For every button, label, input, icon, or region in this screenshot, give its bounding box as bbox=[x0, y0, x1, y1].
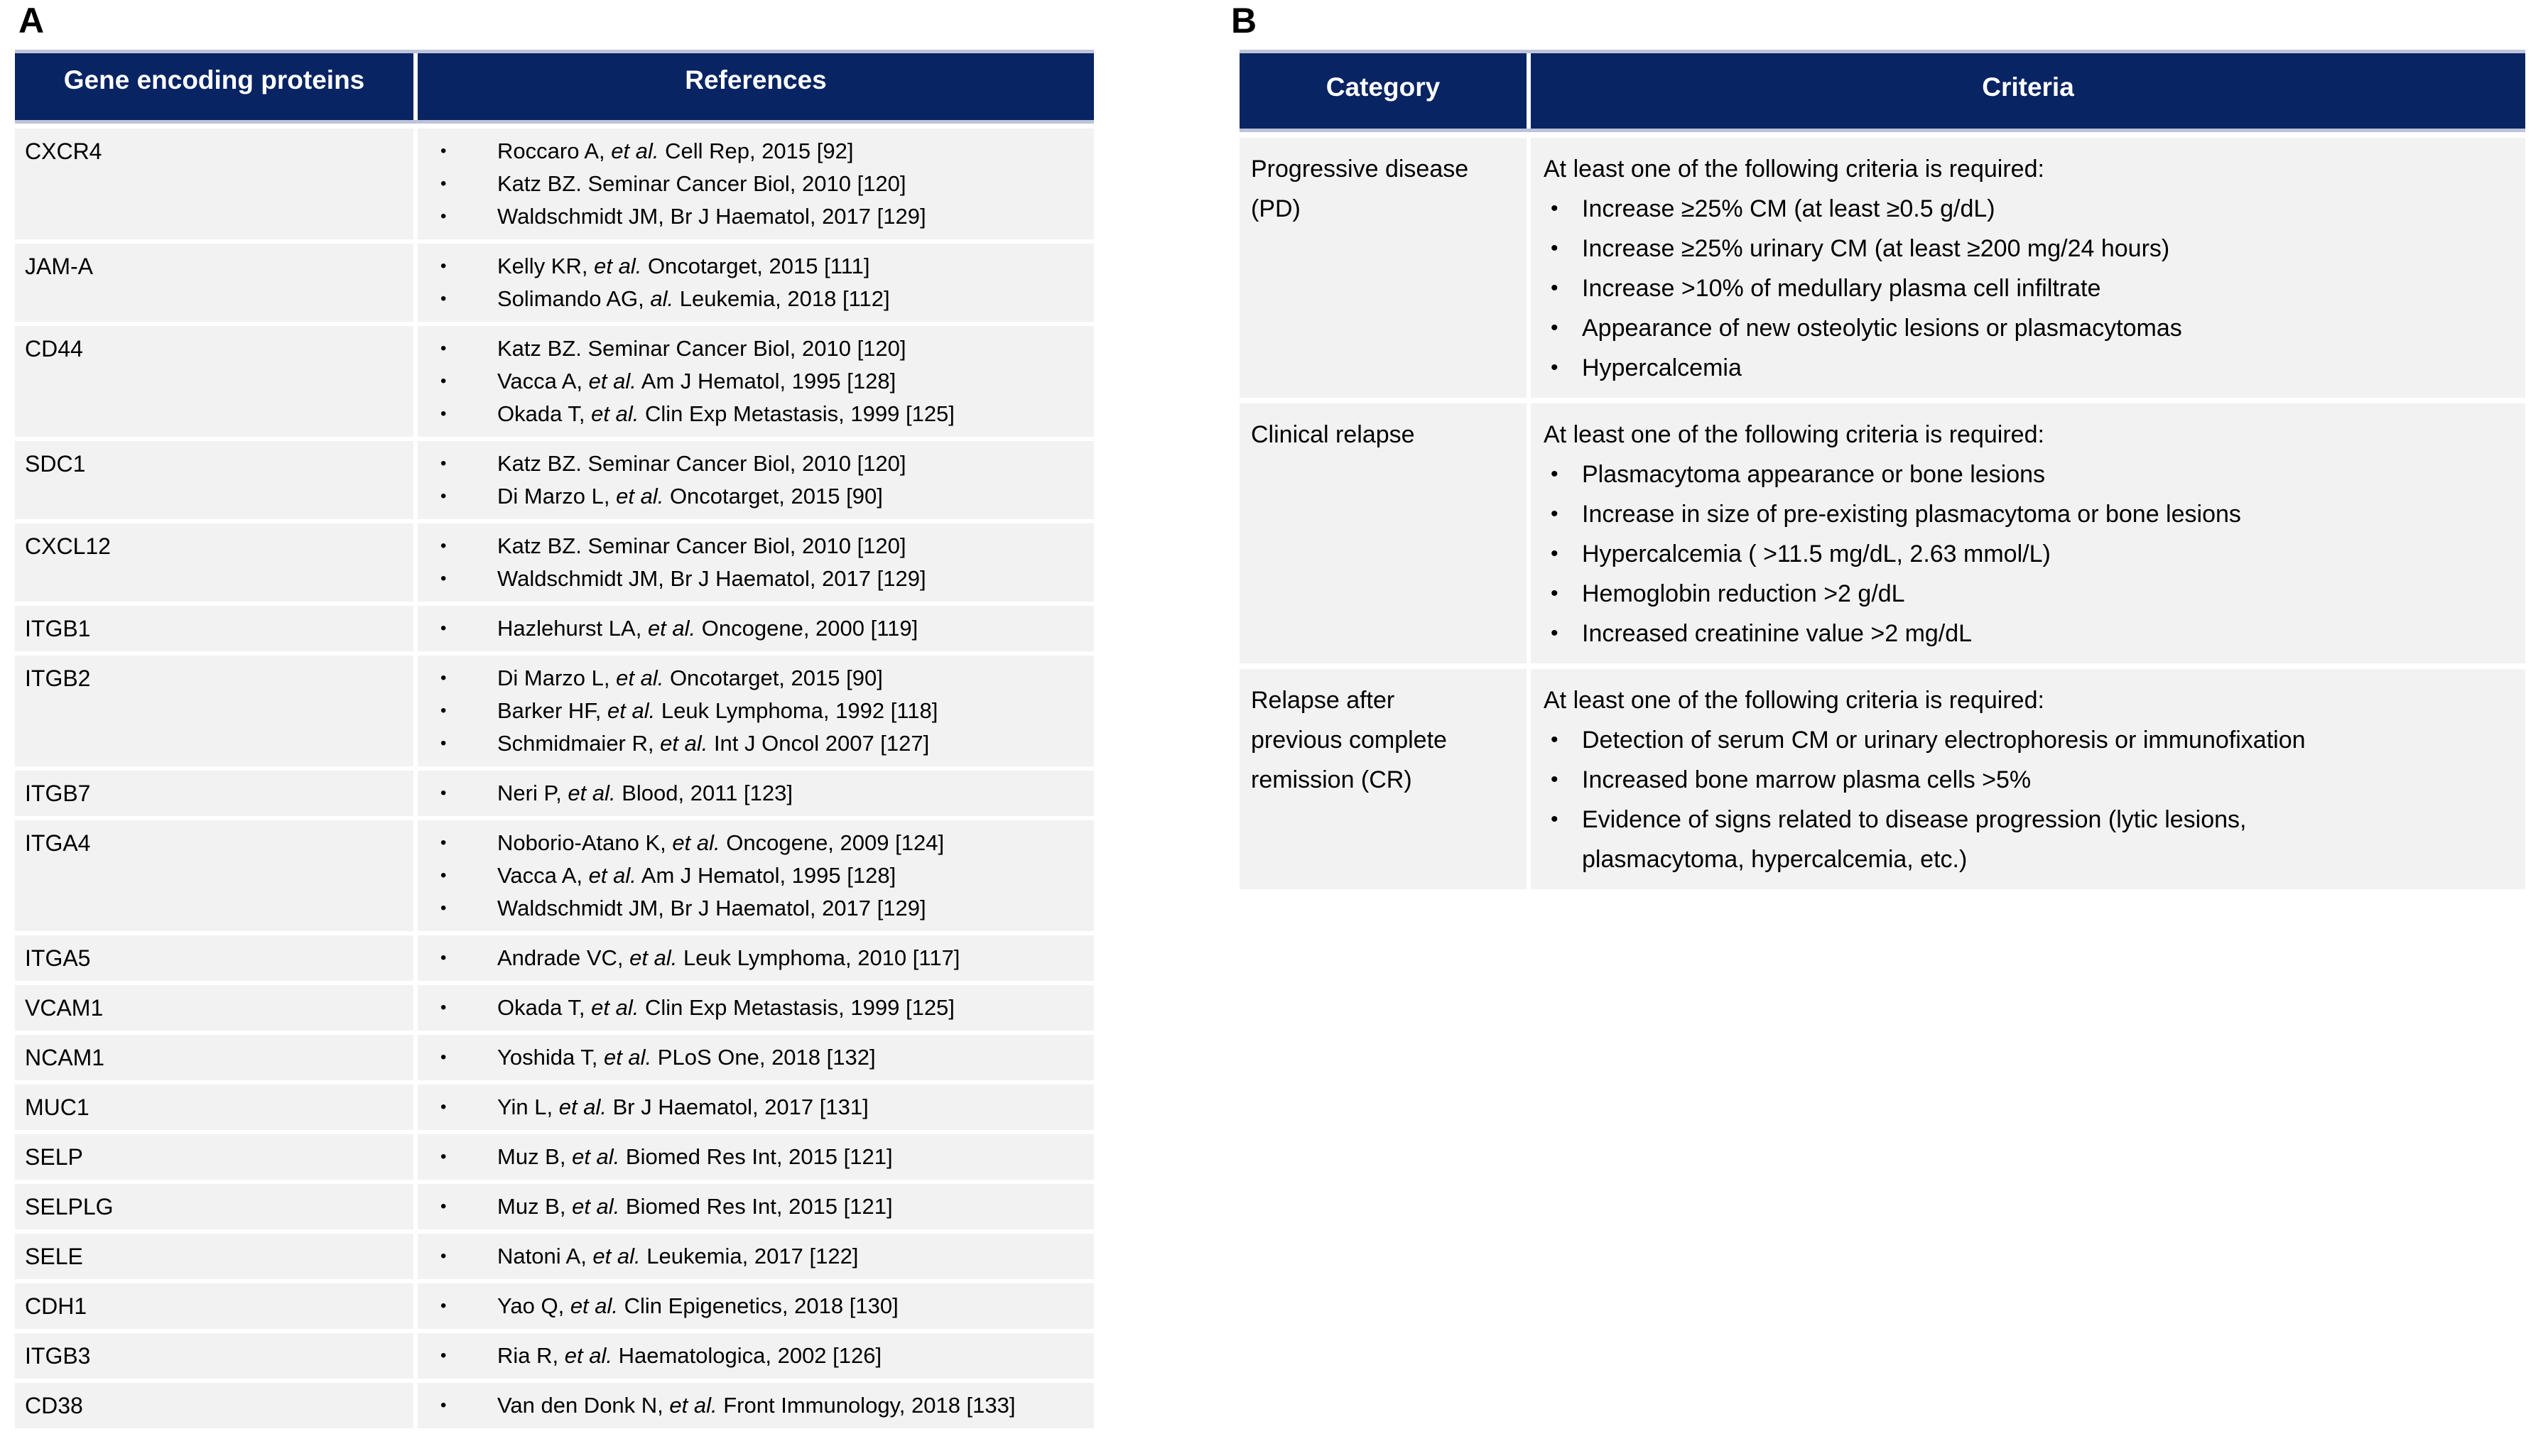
bullet-icon: • bbox=[440, 569, 447, 588]
et-al-italic: et al. bbox=[629, 945, 678, 970]
reference-text: Okada T, et al. Clin Exp Metastasis, 1999 [125] bbox=[497, 995, 955, 1020]
et-al-italic: et al. bbox=[616, 665, 664, 690]
et-al-italic: et al. bbox=[558, 1094, 607, 1119]
criteria-text: Increase ≥25% urinary CM (at least ≥200 mg/24 hours) bbox=[1582, 235, 2170, 262]
reference-text: Waldschmidt JM, Br J Haematol, 2017 [129] bbox=[497, 896, 926, 920]
et-al-italic: et al. bbox=[607, 698, 656, 723]
reference-item bbox=[418, 827, 1088, 859]
bullet-icon: • bbox=[440, 536, 447, 555]
reference-item bbox=[418, 168, 1088, 200]
bullet-icon: • bbox=[440, 371, 447, 391]
criteria-text: Increase in size of pre-existing plasmacytoma or bone lesions bbox=[1582, 501, 2241, 528]
reference-item bbox=[418, 250, 1088, 283]
reference-item bbox=[418, 332, 1088, 365]
reference-text: Katz BZ. Seminar Cancer Biol, 2010 [120] bbox=[497, 451, 906, 476]
reference-item bbox=[418, 480, 1088, 513]
references-cell bbox=[418, 985, 1094, 1031]
bullet-icon: • bbox=[440, 454, 447, 473]
gene-cell: ITGA5 bbox=[15, 935, 413, 981]
et-al-italic: et al. bbox=[568, 781, 616, 805]
references-cell bbox=[418, 606, 1094, 651]
reference-item bbox=[418, 1389, 1088, 1422]
bullet-icon: • bbox=[440, 207, 447, 226]
references-cell bbox=[418, 523, 1094, 602]
reference-text: Vacca A, et al. Am J Hematol, 1995 [128] bbox=[497, 369, 896, 393]
gene-cell: VCAM1 bbox=[15, 985, 413, 1031]
bullet-icon: • bbox=[440, 898, 447, 918]
table-b-header-criteria: Criteria bbox=[1531, 53, 2525, 129]
references-cell bbox=[418, 1184, 1094, 1229]
category-text: Progressive disease (PD) bbox=[1251, 156, 1469, 222]
gene-cell: CD44 bbox=[15, 326, 413, 437]
criteria-item bbox=[1544, 308, 2508, 348]
gene-cell: ITGB2 bbox=[15, 656, 413, 766]
reference-text: Katz BZ. Seminar Cancer Biol, 2010 [120] bbox=[497, 171, 906, 196]
reference-item bbox=[418, 1141, 1088, 1173]
bullet-icon: • bbox=[1551, 462, 1558, 486]
bullet-icon: • bbox=[440, 1197, 447, 1216]
references-cell bbox=[418, 656, 1094, 766]
references-cell bbox=[418, 1383, 1094, 1428]
gene-cell: JAM-A bbox=[15, 244, 413, 322]
reference-item bbox=[418, 1041, 1088, 1074]
bullet-icon: • bbox=[440, 289, 447, 308]
references-cell bbox=[418, 1234, 1094, 1279]
references-cell bbox=[418, 1333, 1094, 1379]
table-b-header-row bbox=[1240, 50, 2525, 132]
et-al-italic: al. bbox=[650, 286, 674, 311]
criteria-text: Increase >10% of medullary plasma cell infiltrate bbox=[1582, 275, 2101, 302]
bullet-icon: • bbox=[440, 339, 447, 358]
bullet-icon: • bbox=[1551, 582, 1558, 605]
reference-text: Solimando AG, al. Leukemia, 2018 [112] bbox=[497, 286, 890, 311]
bullet-icon: • bbox=[1551, 808, 1558, 831]
bullet-icon: • bbox=[440, 998, 447, 1017]
et-al-italic: et al. bbox=[647, 616, 696, 641]
criteria-item bbox=[1544, 760, 2508, 800]
criteria-intro: At least one of the following criteria is required: bbox=[1544, 156, 2044, 183]
criteria-text: Detection of serum CM or urinary electrophoresis or immunofixation bbox=[1582, 727, 2306, 754]
bullet-icon: • bbox=[1551, 276, 1558, 300]
gene-cell: CD38 bbox=[15, 1383, 413, 1428]
reference-text: Kelly KR, et al. Oncotarget, 2015 [111] bbox=[497, 254, 870, 278]
et-al-italic: et al. bbox=[672, 830, 720, 855]
gene-cell: CXCL12 bbox=[15, 523, 413, 602]
reference-text: Andrade VC, et al. Leuk Lymphoma, 2010 [117] bbox=[497, 945, 960, 970]
bullet-icon: • bbox=[440, 1097, 447, 1117]
reference-item bbox=[418, 992, 1088, 1024]
references-cell bbox=[418, 820, 1094, 931]
references-cell bbox=[418, 441, 1094, 519]
bullet-icon: • bbox=[440, 619, 447, 638]
reference-text: Neri P, et al. Blood, 2011 [123] bbox=[497, 781, 793, 805]
bullet-icon: • bbox=[440, 833, 447, 852]
criteria-item bbox=[1544, 614, 2508, 653]
criteria-item bbox=[1544, 455, 2508, 494]
reference-text: Muz B, et al. Biomed Res Int, 2015 [121] bbox=[497, 1194, 893, 1219]
bullet-icon: • bbox=[440, 1346, 447, 1365]
table-b-header-category: Category bbox=[1240, 53, 1527, 129]
reference-item bbox=[418, 1091, 1088, 1124]
reference-text: Barker HF, et al. Leuk Lymphoma, 1992 [118] bbox=[497, 698, 938, 723]
reference-item bbox=[418, 777, 1088, 810]
bullet-icon: • bbox=[440, 256, 447, 276]
panel-a-label: A bbox=[18, 1, 45, 40]
reference-item bbox=[418, 942, 1088, 974]
reference-text: Vacca A, et al. Am J Hematol, 1995 [128] bbox=[497, 863, 896, 888]
gene-cell: SDC1 bbox=[15, 441, 413, 519]
references-cell bbox=[418, 1283, 1094, 1329]
reference-item bbox=[418, 398, 1088, 430]
criteria-text: Hemoglobin reduction >2 g/dL bbox=[1582, 580, 1905, 607]
et-al-italic: et al. bbox=[591, 995, 639, 1020]
reference-text: Okada T, et al. Clin Exp Metastasis, 1999 [125] bbox=[497, 401, 955, 426]
references-cell bbox=[418, 326, 1094, 437]
criteria-text: Increase ≥25% CM (at least ≥0.5 g/dL) bbox=[1582, 195, 1995, 222]
panel-b-label: B bbox=[1231, 1, 1257, 40]
table-a-header-row bbox=[15, 50, 1094, 124]
criteria-cell bbox=[1531, 403, 2525, 663]
gene-cell: NCAM1 bbox=[15, 1035, 413, 1080]
reference-item bbox=[418, 1290, 1088, 1322]
reference-text: Ria R, et al. Haematologica, 2002 [126] bbox=[497, 1343, 882, 1368]
et-al-italic: et al. bbox=[611, 138, 659, 163]
et-al-italic: et al. bbox=[588, 863, 636, 888]
gene-cell: SELPLG bbox=[15, 1184, 413, 1229]
table-a-header-references: References bbox=[418, 53, 1094, 120]
reference-item bbox=[418, 200, 1088, 233]
gene-cell: ITGB1 bbox=[15, 606, 413, 651]
criteria-item bbox=[1544, 800, 2508, 879]
bullet-icon: • bbox=[440, 1048, 447, 1067]
bullet-icon: • bbox=[1551, 356, 1558, 379]
criteria-item bbox=[1544, 229, 2508, 268]
et-al-italic: et al. bbox=[591, 401, 639, 426]
references-cell bbox=[418, 1134, 1094, 1180]
reference-item bbox=[418, 612, 1088, 645]
gene-cell: ITGA4 bbox=[15, 820, 413, 931]
bullet-icon: • bbox=[1551, 237, 1558, 260]
et-al-italic: et al. bbox=[588, 369, 636, 393]
gene-cell: CDH1 bbox=[15, 1283, 413, 1329]
bullet-icon: • bbox=[440, 487, 447, 506]
criteria-text: Evidence of signs related to disease progression (lytic lesions, plasmacytoma, hypercalcemia, etc.) bbox=[1582, 806, 2247, 873]
reference-text: Di Marzo L, et al. Oncotarget, 2015 [90] bbox=[497, 484, 883, 509]
gene-cell: SELP bbox=[15, 1134, 413, 1180]
reference-text: Di Marzo L, et al. Oncotarget, 2015 [90] bbox=[497, 665, 883, 690]
reference-item bbox=[418, 563, 1088, 595]
bullet-icon: • bbox=[440, 1147, 447, 1166]
reference-item bbox=[418, 1340, 1088, 1372]
criteria-intro: At least one of the following criteria is required: bbox=[1544, 421, 2044, 448]
reference-text: Muz B, et al. Biomed Res Int, 2015 [121] bbox=[497, 1144, 893, 1169]
reference-item bbox=[418, 135, 1088, 168]
reference-item bbox=[418, 662, 1088, 695]
gene-cell: ITGB7 bbox=[15, 771, 413, 816]
reference-item bbox=[418, 892, 1088, 925]
criteria-item bbox=[1544, 534, 2508, 574]
reference-item bbox=[418, 447, 1088, 480]
bullet-icon: • bbox=[440, 783, 447, 803]
et-al-italic: et al. bbox=[592, 1244, 641, 1268]
gene-protein-reference-table bbox=[15, 50, 1094, 1428]
references-cell bbox=[418, 129, 1094, 239]
reference-item bbox=[418, 283, 1088, 315]
criteria-cell bbox=[1531, 138, 2525, 398]
bullet-icon: • bbox=[1551, 768, 1558, 791]
reference-text: Hazlehurst LA, et al. Oncogene, 2000 [119] bbox=[497, 616, 918, 641]
criteria-item bbox=[1544, 720, 2508, 760]
criteria-item bbox=[1544, 268, 2508, 308]
criteria-text: Increased creatinine value >2 mg/dL bbox=[1582, 620, 1973, 647]
bullet-icon: • bbox=[440, 866, 447, 885]
criteria-item bbox=[1544, 494, 2508, 534]
bullet-icon: • bbox=[1551, 316, 1558, 339]
references-cell bbox=[418, 1035, 1094, 1080]
category-text: Clinical relapse bbox=[1251, 421, 1415, 448]
et-al-italic: et al. bbox=[594, 254, 642, 278]
criteria-cell bbox=[1531, 669, 2525, 889]
references-cell bbox=[418, 771, 1094, 816]
gene-cell: MUC1 bbox=[15, 1085, 413, 1130]
bullet-icon: • bbox=[440, 668, 447, 688]
bullet-icon: • bbox=[440, 1396, 447, 1415]
bullet-icon: • bbox=[1551, 502, 1558, 526]
bullet-icon: • bbox=[1551, 197, 1558, 220]
bullet-icon: • bbox=[1551, 728, 1558, 751]
et-al-italic: et al. bbox=[603, 1045, 652, 1070]
et-al-italic: et al. bbox=[572, 1144, 620, 1169]
reference-text: Noborio-Atano K, et al. Oncogene, 2009 [124] bbox=[497, 830, 945, 855]
bullet-icon: • bbox=[1551, 542, 1558, 565]
reference-item bbox=[418, 365, 1088, 398]
criteria-text: Hypercalcemia bbox=[1582, 354, 1742, 381]
criteria-intro: At least one of the following criteria is required: bbox=[1544, 687, 2044, 714]
reference-text: Natoni A, et al. Leukemia, 2017 [122] bbox=[497, 1244, 859, 1268]
criteria-text: Increased bone marrow plasma cells >5% bbox=[1582, 766, 2032, 793]
bullet-icon: • bbox=[440, 1246, 447, 1266]
bullet-icon: • bbox=[440, 141, 447, 161]
bullet-icon: • bbox=[440, 174, 447, 193]
criteria-text: Appearance of new osteolytic lesions or plasmacytomas bbox=[1582, 315, 2182, 342]
reference-item bbox=[418, 1190, 1088, 1223]
criteria-item bbox=[1544, 574, 2508, 614]
reference-text: Yoshida T, et al. PLoS One, 2018 [132] bbox=[497, 1045, 876, 1070]
reference-item bbox=[418, 695, 1088, 727]
bullet-icon: • bbox=[1551, 621, 1558, 645]
reference-item bbox=[418, 727, 1088, 760]
gene-cell: SELE bbox=[15, 1234, 413, 1279]
table-b-body bbox=[1240, 138, 2525, 889]
reference-text: Schmidmaier R, et al. Int J Oncol 2007 [127] bbox=[497, 731, 930, 756]
reference-item bbox=[418, 859, 1088, 892]
bullet-icon: • bbox=[440, 404, 447, 423]
reference-text: Katz BZ. Seminar Cancer Biol, 2010 [120] bbox=[497, 533, 906, 558]
bullet-icon: • bbox=[440, 701, 447, 720]
bullet-icon: • bbox=[440, 948, 447, 967]
et-al-italic: et al. bbox=[564, 1343, 612, 1368]
et-al-italic: et al. bbox=[669, 1393, 717, 1418]
reference-text: Waldschmidt JM, Br J Haematol, 2017 [129] bbox=[497, 204, 926, 229]
reference-text: Roccaro A, et al. Cell Rep, 2015 [92] bbox=[497, 138, 854, 163]
et-al-italic: et al. bbox=[660, 731, 708, 756]
reference-text: Van den Donk N, et al. Front Immunology, 2018 [133] bbox=[497, 1393, 1016, 1418]
table-a-header-gene: Gene encoding proteins bbox=[15, 53, 413, 120]
category-cell bbox=[1240, 403, 1527, 663]
reference-text: Yin L, et al. Br J Haematol, 2017 [131] bbox=[497, 1094, 869, 1119]
et-al-italic: et al. bbox=[572, 1194, 620, 1219]
criteria-text: Hypercalcemia ( >11.5 mg/dL, 2.63 mmol/L) bbox=[1582, 540, 2051, 567]
criteria-item bbox=[1544, 348, 2508, 388]
references-cell bbox=[418, 1085, 1094, 1130]
relapse-criteria-table bbox=[1240, 50, 2525, 889]
table-a-body bbox=[15, 129, 1094, 1428]
category-cell bbox=[1240, 669, 1527, 889]
reference-text: Waldschmidt JM, Br J Haematol, 2017 [129] bbox=[497, 566, 926, 591]
criteria-item bbox=[1544, 189, 2508, 229]
category-text: Relapse after previous complete remission (CR) bbox=[1251, 687, 1447, 793]
bullet-icon: • bbox=[440, 734, 447, 753]
et-al-italic: et al. bbox=[570, 1293, 619, 1318]
category-cell bbox=[1240, 138, 1527, 398]
reference-item bbox=[418, 1240, 1088, 1273]
references-cell bbox=[418, 935, 1094, 981]
reference-text: Yao Q, et al. Clin Epigenetics, 2018 [130] bbox=[497, 1293, 899, 1318]
et-al-italic: et al. bbox=[616, 484, 664, 509]
reference-text: Katz BZ. Seminar Cancer Biol, 2010 [120] bbox=[497, 336, 906, 361]
references-cell bbox=[418, 244, 1094, 322]
criteria-text: Plasmacytoma appearance or bone lesions bbox=[1582, 461, 2046, 488]
gene-cell: CXCR4 bbox=[15, 129, 413, 239]
reference-item bbox=[418, 530, 1088, 563]
bullet-icon: • bbox=[440, 1296, 447, 1315]
gene-cell: ITGB3 bbox=[15, 1333, 413, 1379]
